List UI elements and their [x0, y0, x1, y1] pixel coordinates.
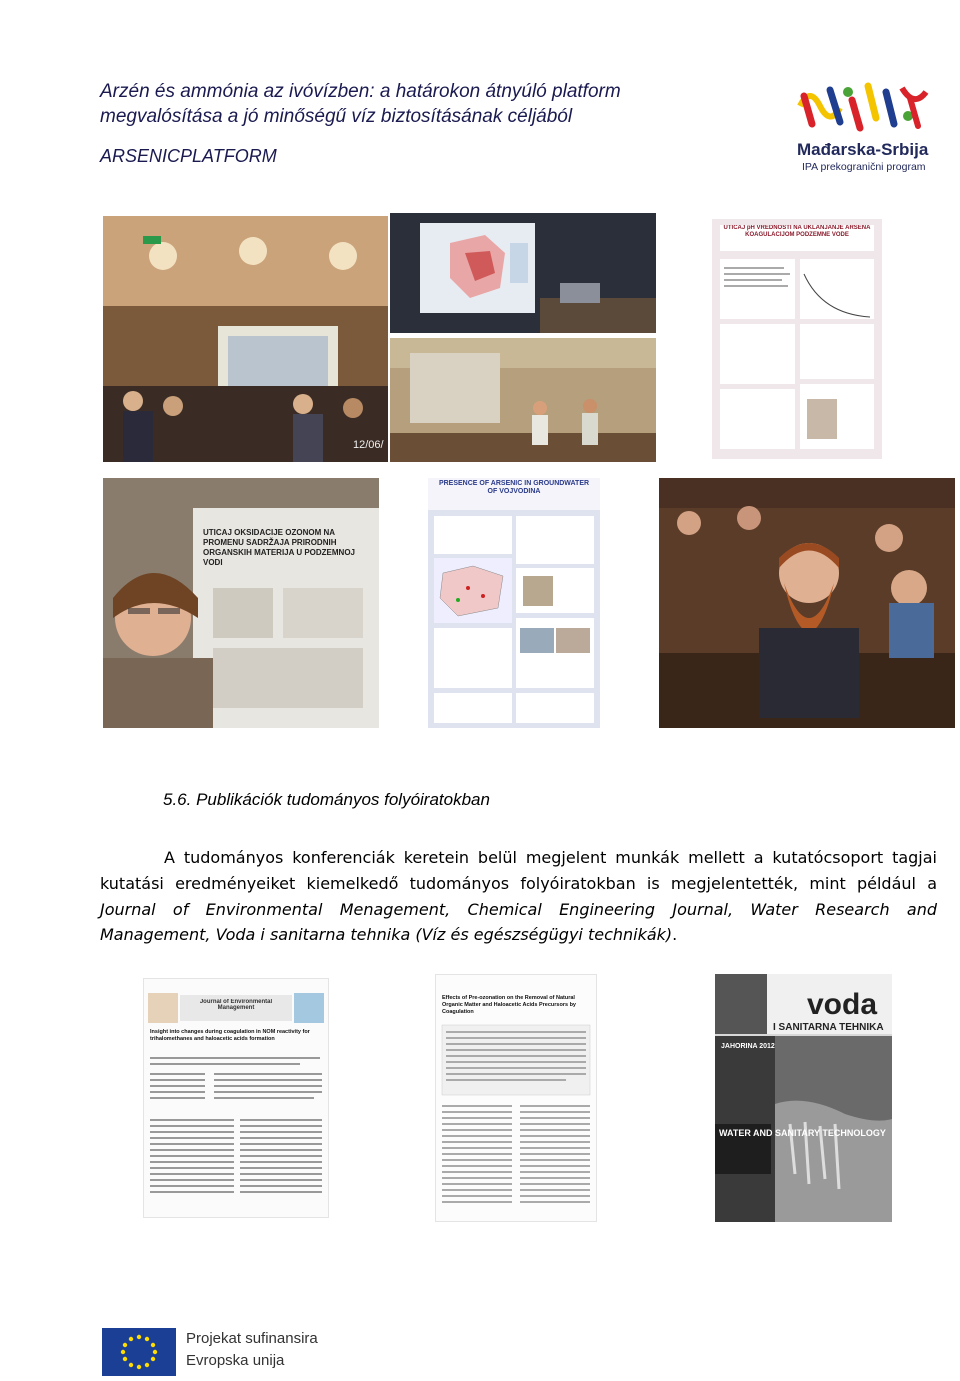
jem-journal-name: Journal of Environmental Management [199, 999, 273, 1011]
wrm-article-title: Effects of Pre-ozonation on the Removal of Natural Organic Matter and Haloacetic Acids Precursors by Coagulation [442, 995, 576, 1015]
photo-poster-presenter [103, 478, 379, 728]
voda-season: JAHORINA 2012 [721, 1043, 775, 1050]
journal-list: Journal of Environmental Menagement, Chemical Engineering Journal, Water Research and Management, Voda i sanitarna tehnika (Víz és egészségügyi technikák) [100, 899, 937, 945]
document-title [100, 79, 740, 129]
logo-program-subtitle: IPA prekogranični program [802, 161, 926, 173]
photo-conference-hall [103, 216, 388, 462]
jem-article-title: Insight into changes during coagulation in NOM reactivity for trihalomethanes and haloacetic acids formation [150, 1029, 310, 1042]
voda-title: voda [807, 988, 878, 1021]
photo-date-stamp: 12/06/ [353, 439, 384, 451]
cover-voda-sanitarna-tehnika [715, 974, 892, 1222]
logo-figures-icon [790, 78, 950, 138]
cover-journal-environmental-management [143, 978, 329, 1218]
section-paragraph [100, 845, 937, 948]
cover-water-research-management [435, 974, 597, 1222]
eu-cofinance-line1: Projekat sufinansira [186, 1330, 318, 1347]
title-line-2: megvalósítása a jó minőségű víz biztosításának céljából [100, 106, 573, 127]
logo-program-name: Mađarska-Srbija [797, 140, 929, 159]
photo-audience [659, 478, 955, 728]
poster-arsenic-vojvodina [428, 478, 600, 728]
para-end: . [672, 925, 678, 945]
para-text: A tudományos konferenciák keretein belül megjelent munkák mellett a kutatócsoport tagjai kutatási eredményeiket kiemelkedő tudományos folyóiratokban is megjelentették, mint például a [100, 848, 937, 893]
section-heading: 5.6. Publikációk tudományos folyóiratokban [163, 790, 490, 809]
eu-flag-icon [102, 1328, 176, 1376]
poster-arsen-title: UTICAJ pH VREDNOSTI NA UKLANJANJE ARSENA KOAGULACIJOM PODZEMNE VODE [723, 225, 871, 238]
photo-projection-map [390, 213, 656, 333]
project-acronym: ARSENICPLATFORM [100, 146, 277, 166]
voda-subtitle: I SANITARNA TEHNIKA [773, 1022, 884, 1033]
poster-arsen-coagulation [712, 219, 882, 459]
poster-ozon-title: UTICAJ OKSIDACIJE OZONOM NA PROMENU SADRŽAJA PRIRODNIH ORGANSKIH MATERIJA U PODZEMNOJ VODI [203, 528, 356, 567]
title-line-1: Arzén és ammónia az ivóvízben: a határokon átnyúló platform [100, 81, 621, 102]
photo-presenters [390, 338, 656, 462]
poster-vojvodina-title: PRESENCE OF ARSENIC IN GROUNDWATER OF VOJVODINA [438, 480, 590, 495]
eu-cofinance-line2: Evropska unija [186, 1352, 285, 1369]
voda-band: WATER AND SANITARY TECHNOLOGY [719, 1128, 886, 1138]
